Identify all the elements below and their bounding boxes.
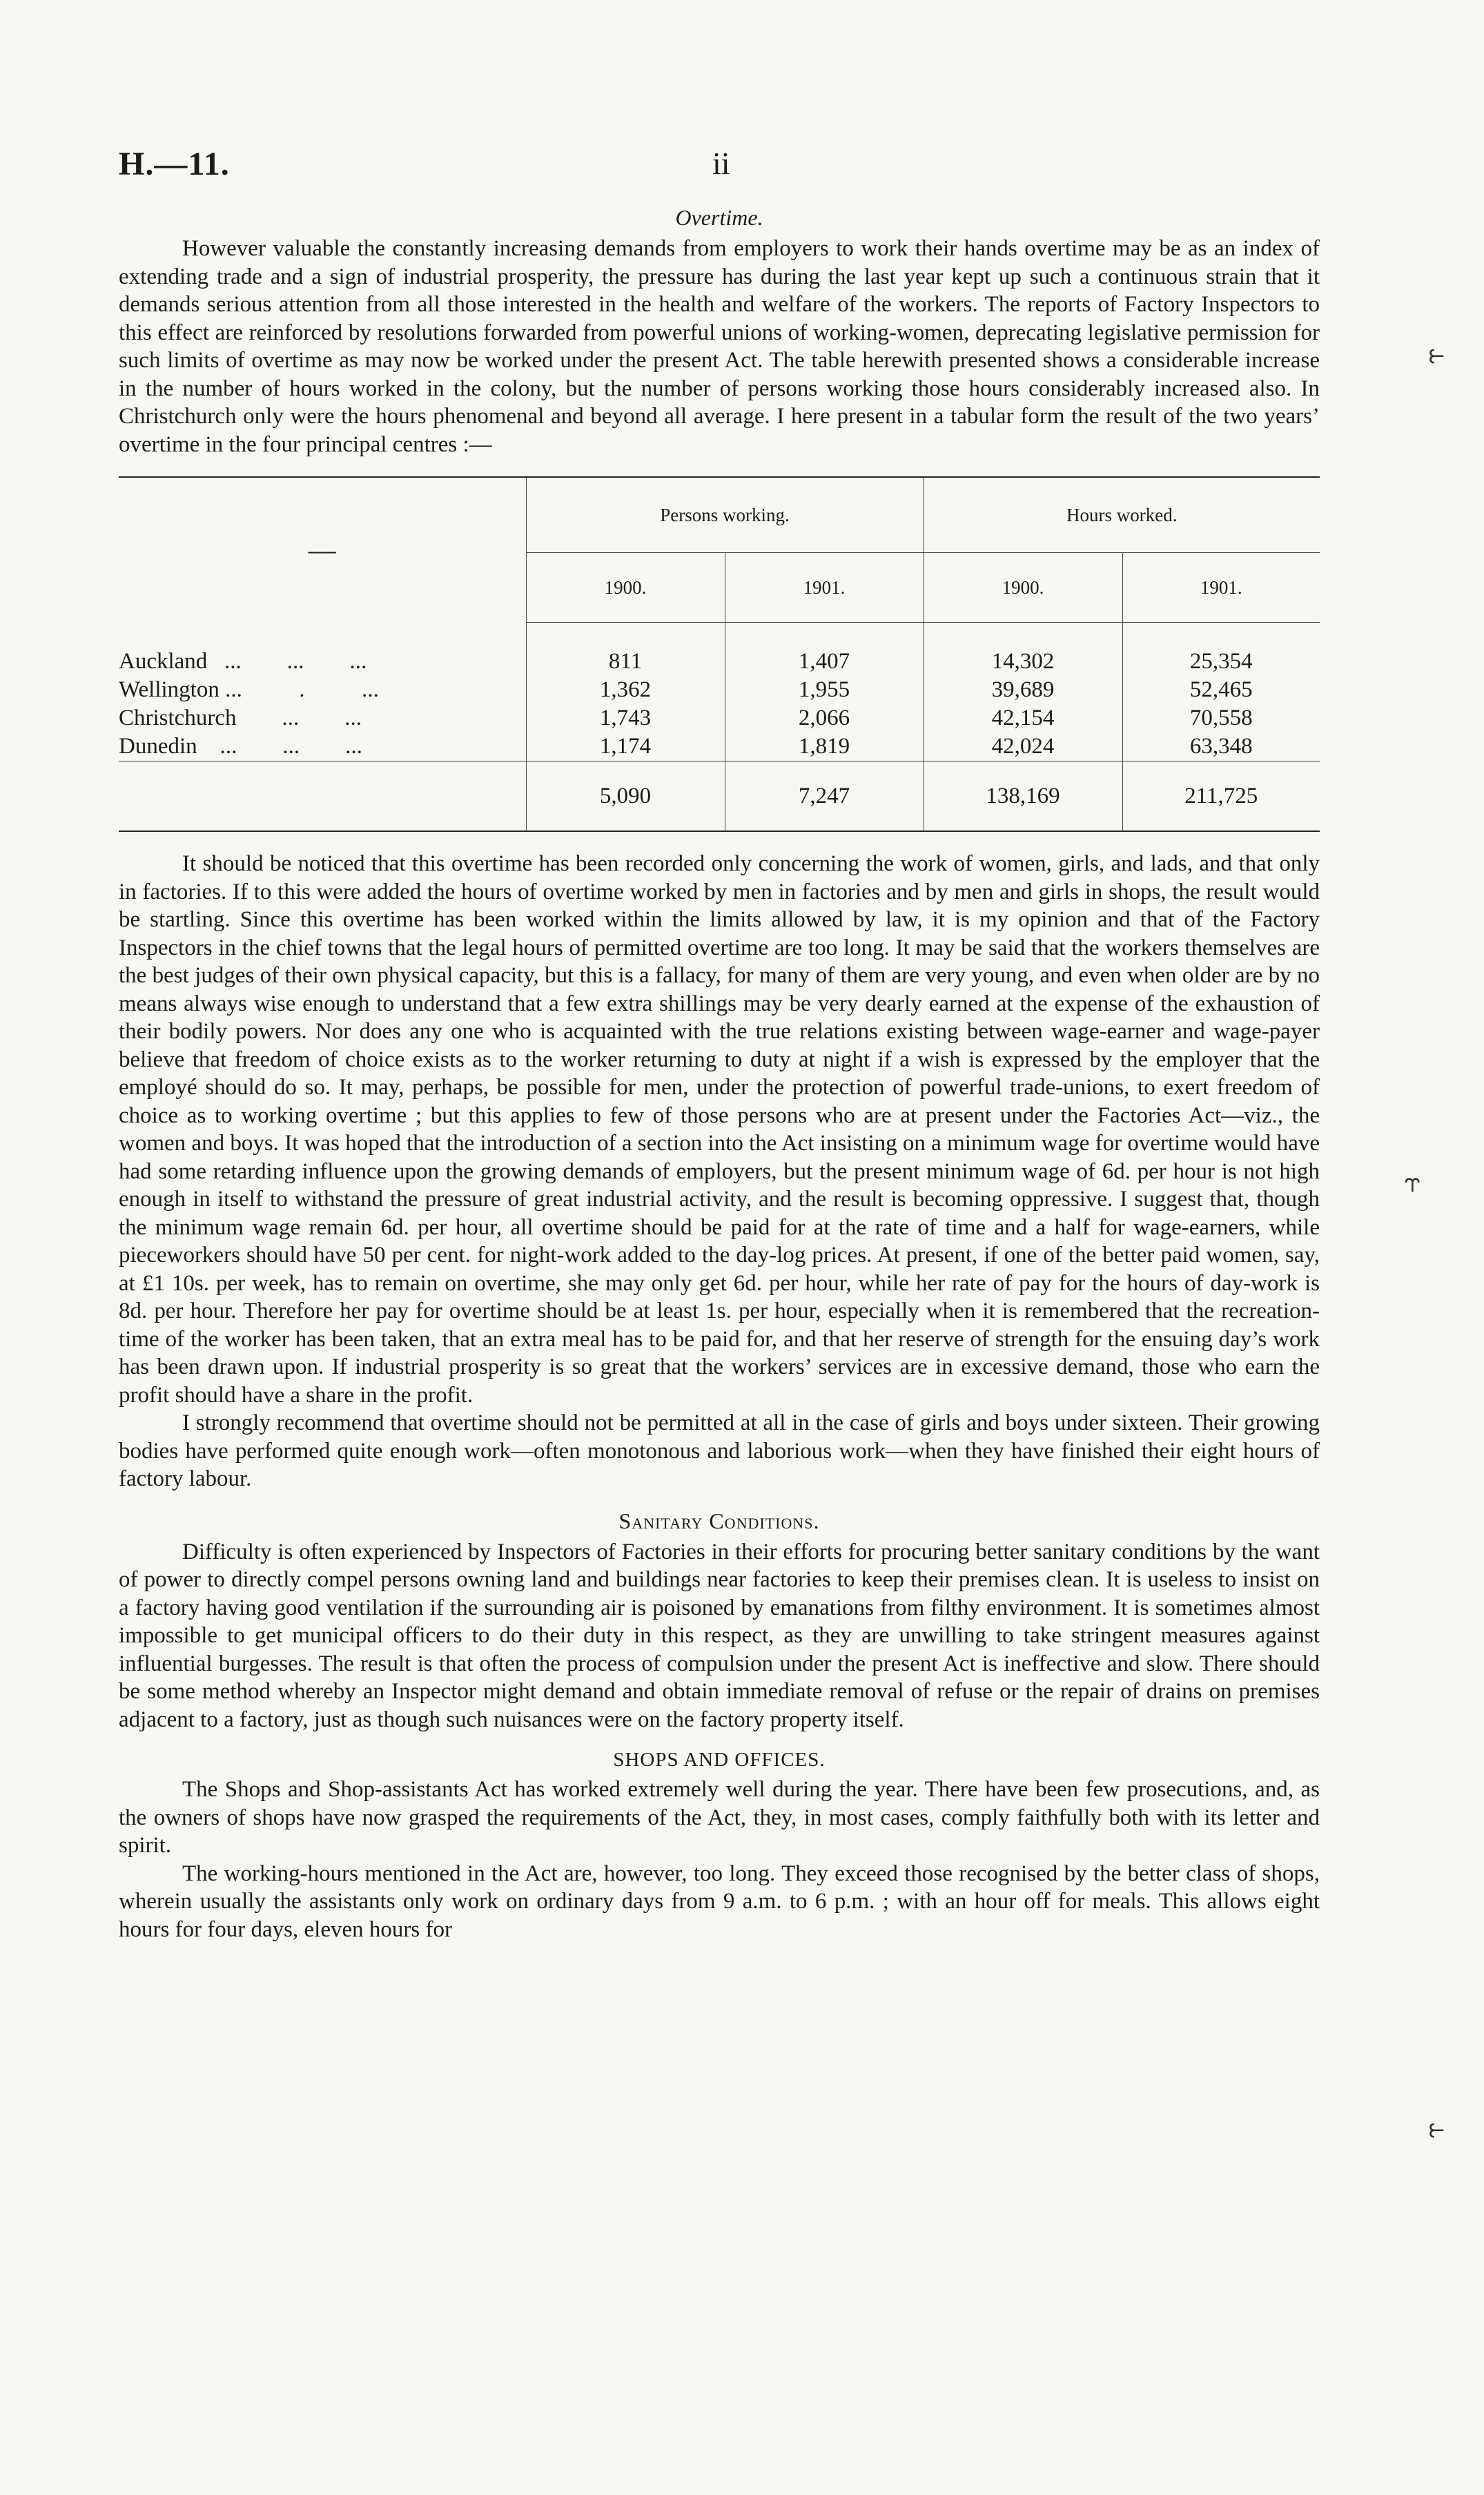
cell-persons-1900: 1,362 [526,676,725,704]
section-title-overtime: Overtime. [675,205,763,230]
cell-persons-1901: 1,955 [725,676,924,704]
page-header [119,135,1320,190]
margin-mark-middle: ⥾ [1405,1167,1420,1198]
overtime-paragraph-2: It should be noticed that this overtime has been recorded only concerning the work of women, girls, and lads, and that only in factories. If to this were added the hours of overtime worked by men in factories and by men and girls in shops, the result would be startling. Since this overtime has been worked within the limits allowed by law, it is my opinion and that of the Factory Inspectors in the chief towns that the legal hours of permitted overtime are too long. It may be said that the workers themselves are the best judges of their own physical capacity, but this is a fallacy, for many of them are very young, and even when older are by no means always wise enough to understand that a few extra shillings may be very dearly earned at the expense of the exhaustion of their bodily powers. Nor does any one who is acquainted with the true relations existing between wage-earner and wage-payer believe that freedom of choice exists as to the worker returning to duty at night if a wish is expressed by the employer that the employé should do so. It may, perhaps, be possible for men, under the protection of powerful trade-unions, to exert freedom of choice as to working overtime ; but this applies to few of those persons who are at present under the Factories Act—viz., the women and boys. It was hoped that the introduction of a section into the Act insisting on a minimum wage for overtime would have had some retarding influence upon the growing demands of employers, but the present minimum wage of 6d. per hour is not high enough in itself to withstand the pressure of great industrial activity, and the result is becoming oppressive. I suggest that, though the minimum wage remain 6d. per hour, all overtime should be paid for at the rate of time and a half for wage-earners, while pieceworkers should have 50 per cent. for night-work added to the day-log prices. At present, if one of the better paid women, say, at £1 10s. per week, has to remain on overtime, she may only get 6d. per hour, while her rate of pay for the hours of day-work is 8d. per hour. Therefore her pay for overtime should be at least 1s. per hour, especially when it is remembered that the recreation-time of the worker has been taken, that an extra meal has to be paid for, and that her reserve of strength for the ensuing day’s work has been drawn upon. If industrial prosperity is so great that the workers’ services are in excessive demand, those who earn the profit should have a share in the profit. [119,851,1320,1408]
header-hours-worked: Hours worked. [924,477,1320,553]
shops-paragraph-2: The working-hours mentioned in the Act are, however, too long. They exceed those recognised by the better class of shops, wherein usually the assistants only work on ordinary days from 9 a.m. to 6 p.m. ; with an hour off for meals. This allows eight hours for four days, eleven hours for [119,1861,1320,1942]
header-year-hours-1901: 1901. [1122,553,1320,623]
page-number: ii [712,146,730,181]
header-persons-working: Persons working. [526,477,924,553]
header-year-persons-1900: 1900. [526,553,725,623]
table-row [119,648,1320,676]
cell-hours-1900: 14,302 [924,648,1122,676]
shops-paragraph-1: The Shops and Shop-assistants Act has worked extremely well during the year. There have been few prosecutions, and, as the owners of shops have now grasped the requirements of the Act, they, in most cases, comply faithfully both with its letter and spirit. [119,1777,1320,1858]
row-place: Dunedin ... ... ... [119,734,362,759]
table-row [119,732,1320,761]
cell-hours-1900: 42,154 [924,704,1122,732]
cell-persons-1901: 1,819 [725,732,924,761]
total-hours-1900: 138,169 [924,761,1122,832]
cell-hours-1901: 63,348 [1122,732,1320,761]
row-place: Christchurch ... ... [119,706,362,730]
sanitary-paragraph-1: Difficulty is often experienced by Inspectors of Factories in their efforts for procuring better sanitary conditions by the want of power to directly compel persons owning land and buildings near factories to keep their premises clean. It is useless to insist on a factory having good ventilation if the surrounding air is poisoned by emanations from filthy environment. It is sometimes almost impossible to get municipal officers to do their duty in this respect, as they are unwilling to take stringent measures against influential burgesses. The result is that often the process of compulsion under the present Act is ineffective and slow. There should be some method whereby an Inspector might demand and obtain immediate removal of refuse or the repair of drains on premises adjacent to a factory, just as though such nuisances were on the factory property itself. [119,1539,1320,1732]
totals-stub [119,761,526,832]
cell-persons-1900: 1,174 [526,732,725,761]
table-row [119,676,1320,704]
cell-hours-1900: 42,024 [924,732,1122,761]
table-spacer-row [119,623,1320,648]
total-persons-1901: 7,247 [725,761,924,832]
total-persons-1900: 5,090 [526,761,725,832]
table-header-row-groups [119,477,1320,553]
margin-mark-top: ⥼ [1429,338,1445,370]
row-place: Wellington ... . ... [119,677,379,702]
header-year-hours-1900: 1900. [924,553,1122,623]
margin-mark-bottom: ⥼ [1429,2113,1445,2144]
overtime-paragraph-3: I strongly recommend that overtime should not be permitted at all in the case of girls and boys under sixteen. Their growing bodies have performed quite enough work—often monotonous and laborious work—when they have finished their eight hours of factory labour. [119,1410,1320,1491]
cell-hours-1901: 70,558 [1122,704,1320,732]
cell-persons-1900: 1,743 [526,704,725,732]
cell-persons-1900: 811 [526,648,725,676]
cell-hours-1901: 52,465 [1122,676,1320,704]
section-title-shops: SHOPS AND OFFICES. [613,1749,826,1771]
table-totals-row [119,761,1320,832]
cell-persons-1901: 2,066 [725,704,924,732]
document-page [119,135,1320,1943]
overtime-paragraph-1: However valuable the constantly increasing demands from employers to work their hands overtime may be as an index of extending trade and a sign of industrial prosperity, the pressure has during the last year kept up such a continuous strain that it demands serious attention from all those interested in the health and welfare of the workers. The reports of Factory Inspectors to this effect are reinforced by resolutions forwarded from powerful unions of working-women, deprecating legislative permission for such limits of overtime as may now be worked under the present Act. The table herewith presented shows a considerable increase in the number of hours worked in the colony, but the number of persons working those hours considerably increased also. In Christchurch only were the hours phenomenal and beyond all average. I here present in a tabular form the result of the two years’ overtime in the four principal centres :— [119,236,1320,457]
document-reference: H.—11. [119,146,230,182]
table-row [119,704,1320,732]
total-hours-1901: 211,725 [1122,761,1320,832]
section-title-sanitary: Sanitary Conditions. [618,1508,820,1533]
stub-header: — [308,534,336,566]
cell-persons-1901: 1,407 [725,648,924,676]
overtime-table-wrapper [119,476,1320,832]
overtime-table [119,476,1320,832]
cell-hours-1900: 39,689 [924,676,1122,704]
header-year-persons-1901: 1901. [725,553,924,623]
row-place: Auckland ... ... ... [119,649,367,674]
cell-hours-1901: 25,354 [1122,648,1320,676]
